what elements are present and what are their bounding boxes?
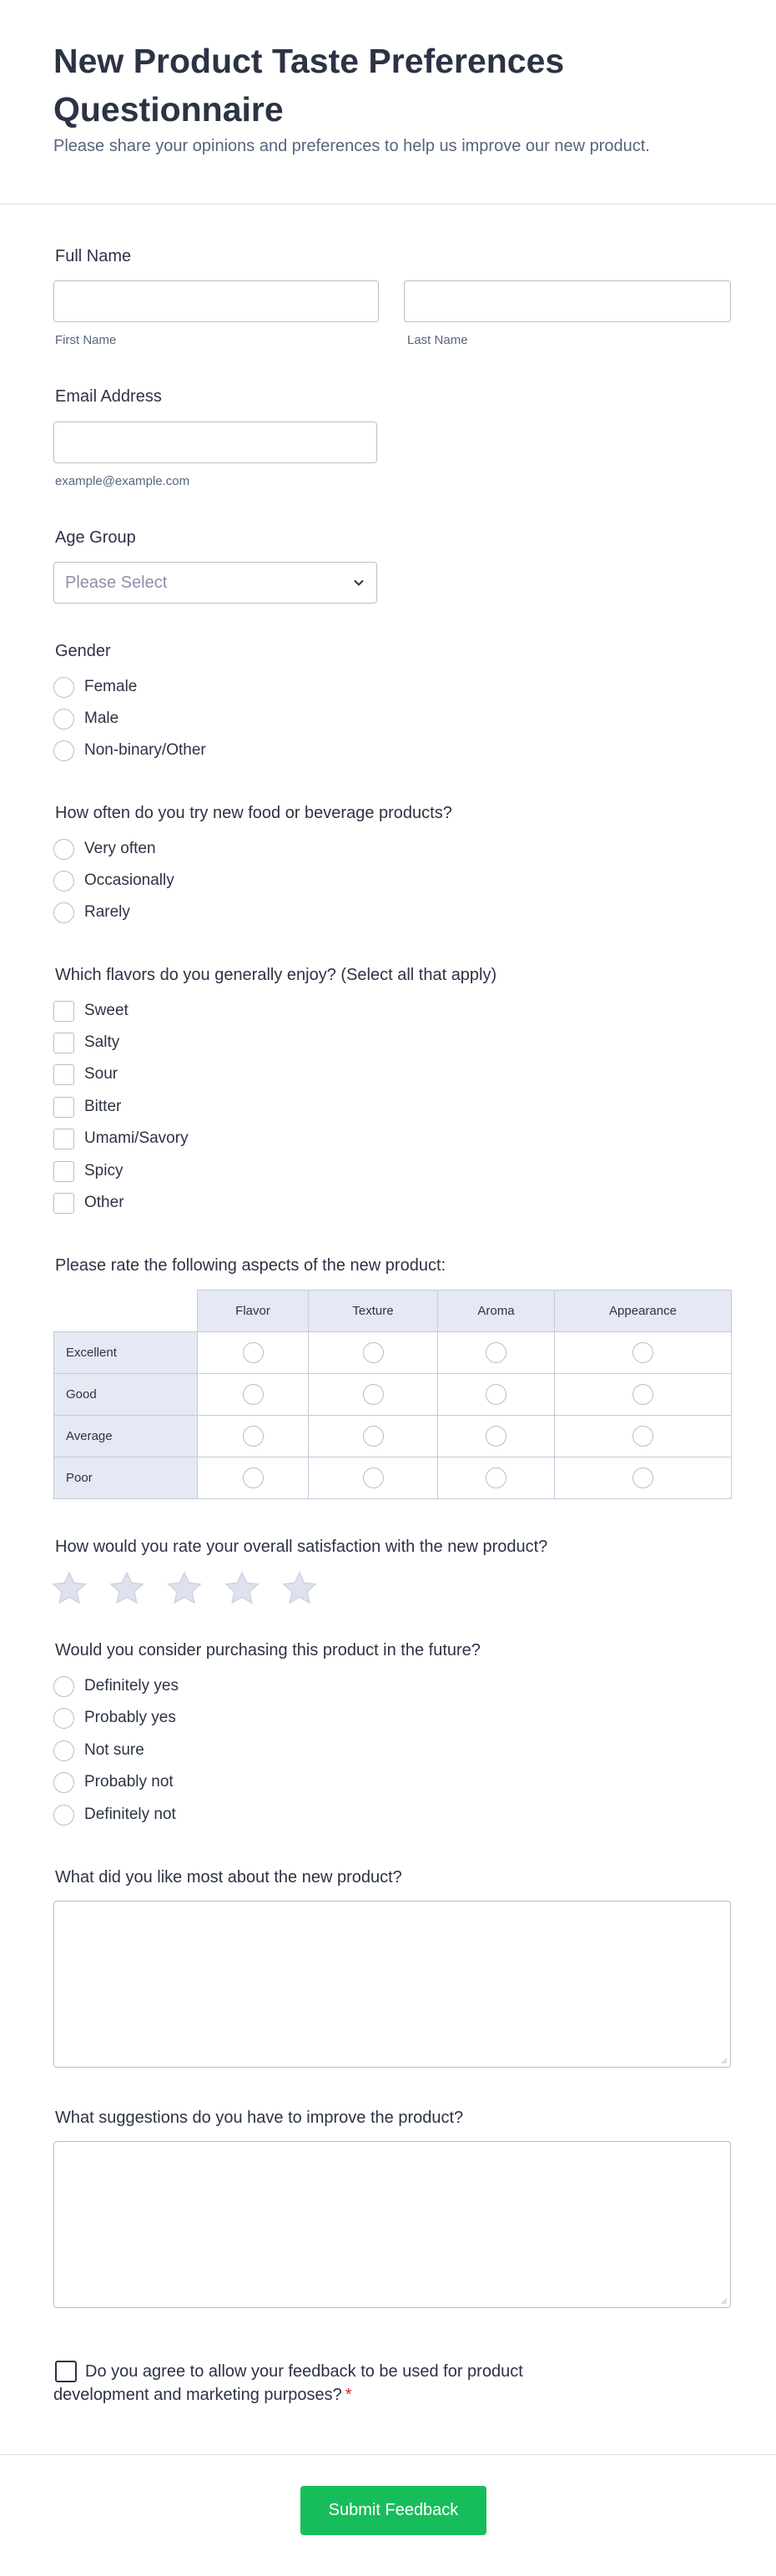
resize-grip-icon[interactable] — [719, 2056, 728, 2064]
option-label: Probably not — [84, 1773, 174, 1791]
email-label: Email Address — [55, 387, 162, 406]
option-label: Occasionally — [84, 871, 174, 889]
flavors-label: Which flavors do you generally enjoy? (Select all that apply) — [55, 966, 497, 984]
radio-button[interactable] — [53, 1740, 74, 1761]
consent-checkbox[interactable] — [55, 2361, 77, 2382]
radio-button[interactable] — [486, 1384, 506, 1405]
form-title: New Product Taste Preferences Questionnaire — [53, 42, 565, 129]
option-label: Other — [84, 1194, 124, 1211]
email-sublabel: example@example.com — [55, 474, 190, 488]
star-icon[interactable] — [282, 1571, 317, 1604]
option-label: Female — [84, 678, 138, 695]
gender-option[interactable] — [53, 739, 471, 762]
option-label: Male — [84, 710, 119, 727]
frequency-label: How often do you try new food or beverage products? — [55, 804, 452, 822]
matrix-cell[interactable] — [198, 1332, 309, 1374]
radio-button[interactable] — [53, 677, 74, 698]
matrix-cell[interactable] — [438, 1416, 555, 1457]
email-field[interactable] — [53, 422, 377, 463]
suggestions-label: What suggestions do you have to improve the product? — [55, 2109, 464, 2127]
gender-option[interactable] — [53, 675, 471, 699]
purchase-option[interactable] — [53, 1739, 471, 1762]
gender-label: Gender — [55, 642, 111, 660]
matrix-cell[interactable] — [555, 1332, 732, 1374]
star-icon[interactable] — [167, 1571, 202, 1604]
flavor-option[interactable] — [53, 999, 471, 1023]
suggestions-textarea[interactable] — [53, 2141, 731, 2308]
option-label: Bitter — [84, 1098, 122, 1115]
matrix-row — [54, 1332, 732, 1374]
radio-button[interactable] — [363, 1384, 384, 1405]
footer-divider — [0, 2454, 776, 2455]
star-icon[interactable] — [109, 1571, 144, 1604]
purchase-option[interactable] — [53, 1770, 471, 1794]
radio-button[interactable] — [53, 871, 74, 891]
flavor-option[interactable] — [53, 1063, 471, 1086]
matrix-cell[interactable] — [438, 1374, 555, 1416]
flavor-option[interactable] — [53, 1159, 471, 1183]
matrix-row-header: Excellent — [54, 1332, 198, 1374]
matrix-row-header: Average — [54, 1416, 198, 1457]
checkbox[interactable] — [53, 1193, 74, 1214]
radio-button[interactable] — [243, 1467, 264, 1488]
checkbox[interactable] — [53, 1033, 74, 1053]
matrix-cell[interactable] — [309, 1457, 438, 1499]
first-name-input[interactable] — [53, 280, 379, 322]
matrix-cell[interactable] — [198, 1374, 309, 1416]
flavor-option[interactable] — [53, 1095, 471, 1119]
radio-button[interactable] — [53, 709, 74, 730]
radio-button[interactable] — [486, 1342, 506, 1363]
matrix-row — [54, 1374, 732, 1416]
option-label: Sweet — [84, 1002, 128, 1019]
radio-button[interactable] — [53, 1772, 74, 1793]
checkbox[interactable] — [53, 1001, 74, 1022]
purchase-label: Would you consider purchasing this product in the future? — [55, 1641, 481, 1659]
age-group-label: Age Group — [55, 528, 136, 547]
option-label: Not sure — [84, 1741, 144, 1759]
option-label: Definitely yes — [84, 1677, 179, 1695]
matrix-row — [54, 1457, 732, 1499]
last-name-input[interactable] — [404, 280, 731, 322]
checkbox[interactable] — [53, 1097, 74, 1118]
last-name-sublabel: Last Name — [407, 333, 468, 347]
matrix-corner — [54, 1291, 198, 1332]
star-icon[interactable] — [52, 1571, 87, 1604]
checkbox[interactable] — [53, 1064, 74, 1085]
purchase-option[interactable] — [53, 1674, 471, 1698]
resize-grip-icon[interactable] — [719, 2296, 728, 2305]
matrix-cell[interactable] — [198, 1457, 309, 1499]
radio-button[interactable] — [53, 740, 74, 761]
matrix-cell[interactable] — [438, 1332, 555, 1374]
chevron-down-icon — [353, 577, 365, 588]
radio-button[interactable] — [632, 1467, 653, 1488]
option-label: Definitely not — [84, 1806, 176, 1823]
star-icon[interactable] — [224, 1571, 260, 1604]
radio-button[interactable] — [486, 1426, 506, 1447]
rating-matrix — [53, 1290, 732, 1499]
option-label: Salty — [84, 1033, 120, 1051]
matrix-row-header: Good — [54, 1374, 198, 1416]
liked-most-label: What did you like most about the new product? — [55, 1868, 402, 1887]
matrix-column-header: Texture — [309, 1291, 438, 1332]
flavor-option[interactable] — [53, 1031, 471, 1054]
flavor-option[interactable] — [53, 1127, 471, 1150]
option-label: Sour — [84, 1065, 118, 1083]
frequency-option[interactable] — [53, 901, 471, 924]
submit-button[interactable]: Submit Feedback — [300, 2486, 486, 2535]
age-group-select[interactable] — [53, 562, 377, 604]
radio-button[interactable] — [632, 1426, 653, 1447]
purchase-option[interactable] — [53, 1803, 471, 1826]
rating-matrix-label: Please rate the following aspects of the new product: — [55, 1256, 446, 1275]
radio-button[interactable] — [632, 1384, 653, 1405]
gender-option[interactable] — [53, 707, 471, 730]
radio-button[interactable] — [363, 1426, 384, 1447]
required-mark: * — [345, 2386, 352, 2404]
option-label: Non-binary/Other — [84, 741, 206, 759]
radio-button[interactable] — [53, 902, 74, 923]
full-name-label: Full Name — [55, 247, 132, 265]
option-label: Umami/Savory — [84, 1129, 189, 1147]
matrix-cell[interactable] — [309, 1374, 438, 1416]
matrix-cell[interactable] — [198, 1416, 309, 1457]
liked-most-textarea[interactable] — [53, 1901, 731, 2068]
matrix-row-header: Poor — [54, 1457, 198, 1499]
radio-button[interactable] — [53, 1805, 74, 1826]
option-label: Spicy — [84, 1162, 123, 1179]
consent-label: Do you agree to allow your feedback to be used for product development and marketing purposes? — [53, 2362, 523, 2404]
radio-button[interactable] — [243, 1342, 264, 1363]
radio-button[interactable] — [53, 839, 74, 860]
radio-button[interactable] — [243, 1384, 264, 1405]
radio-button[interactable] — [53, 1676, 74, 1697]
option-label: Probably yes — [84, 1709, 176, 1726]
matrix-column-header: Flavor — [198, 1291, 309, 1332]
frequency-option[interactable] — [53, 869, 471, 892]
matrix-cell[interactable] — [555, 1416, 732, 1457]
form-subtitle: Please share your opinions and preferences to help us improve our new product. — [53, 137, 650, 155]
satisfaction-label: How would you rate your overall satisfaction with the new product? — [55, 1538, 548, 1556]
matrix-cell[interactable] — [438, 1457, 555, 1499]
radio-button[interactable] — [243, 1426, 264, 1447]
radio-button[interactable] — [363, 1467, 384, 1488]
radio-button[interactable] — [363, 1342, 384, 1363]
matrix-row — [54, 1416, 732, 1457]
matrix-column-header: Appearance — [555, 1291, 732, 1332]
checkbox[interactable] — [53, 1161, 74, 1182]
flavor-option[interactable] — [53, 1191, 471, 1215]
purchase-option[interactable] — [53, 1706, 471, 1730]
age-group-placeholder: Please Select — [65, 573, 168, 592]
radio-button[interactable] — [53, 1708, 74, 1729]
matrix-cell[interactable] — [555, 1457, 732, 1499]
first-name-sublabel: First Name — [55, 333, 117, 347]
matrix-column-header: Aroma — [438, 1291, 555, 1332]
option-label: Very often — [84, 840, 156, 857]
matrix-cell[interactable] — [309, 1332, 438, 1374]
option-label: Rarely — [84, 903, 130, 921]
form-header — [0, 0, 776, 205]
matrix-cell[interactable] — [555, 1374, 732, 1416]
radio-button[interactable] — [632, 1342, 653, 1363]
radio-button[interactable] — [486, 1467, 506, 1488]
frequency-option[interactable] — [53, 837, 471, 861]
matrix-cell[interactable] — [309, 1416, 438, 1457]
checkbox[interactable] — [53, 1129, 74, 1149]
consent-text — [53, 2360, 587, 2407]
